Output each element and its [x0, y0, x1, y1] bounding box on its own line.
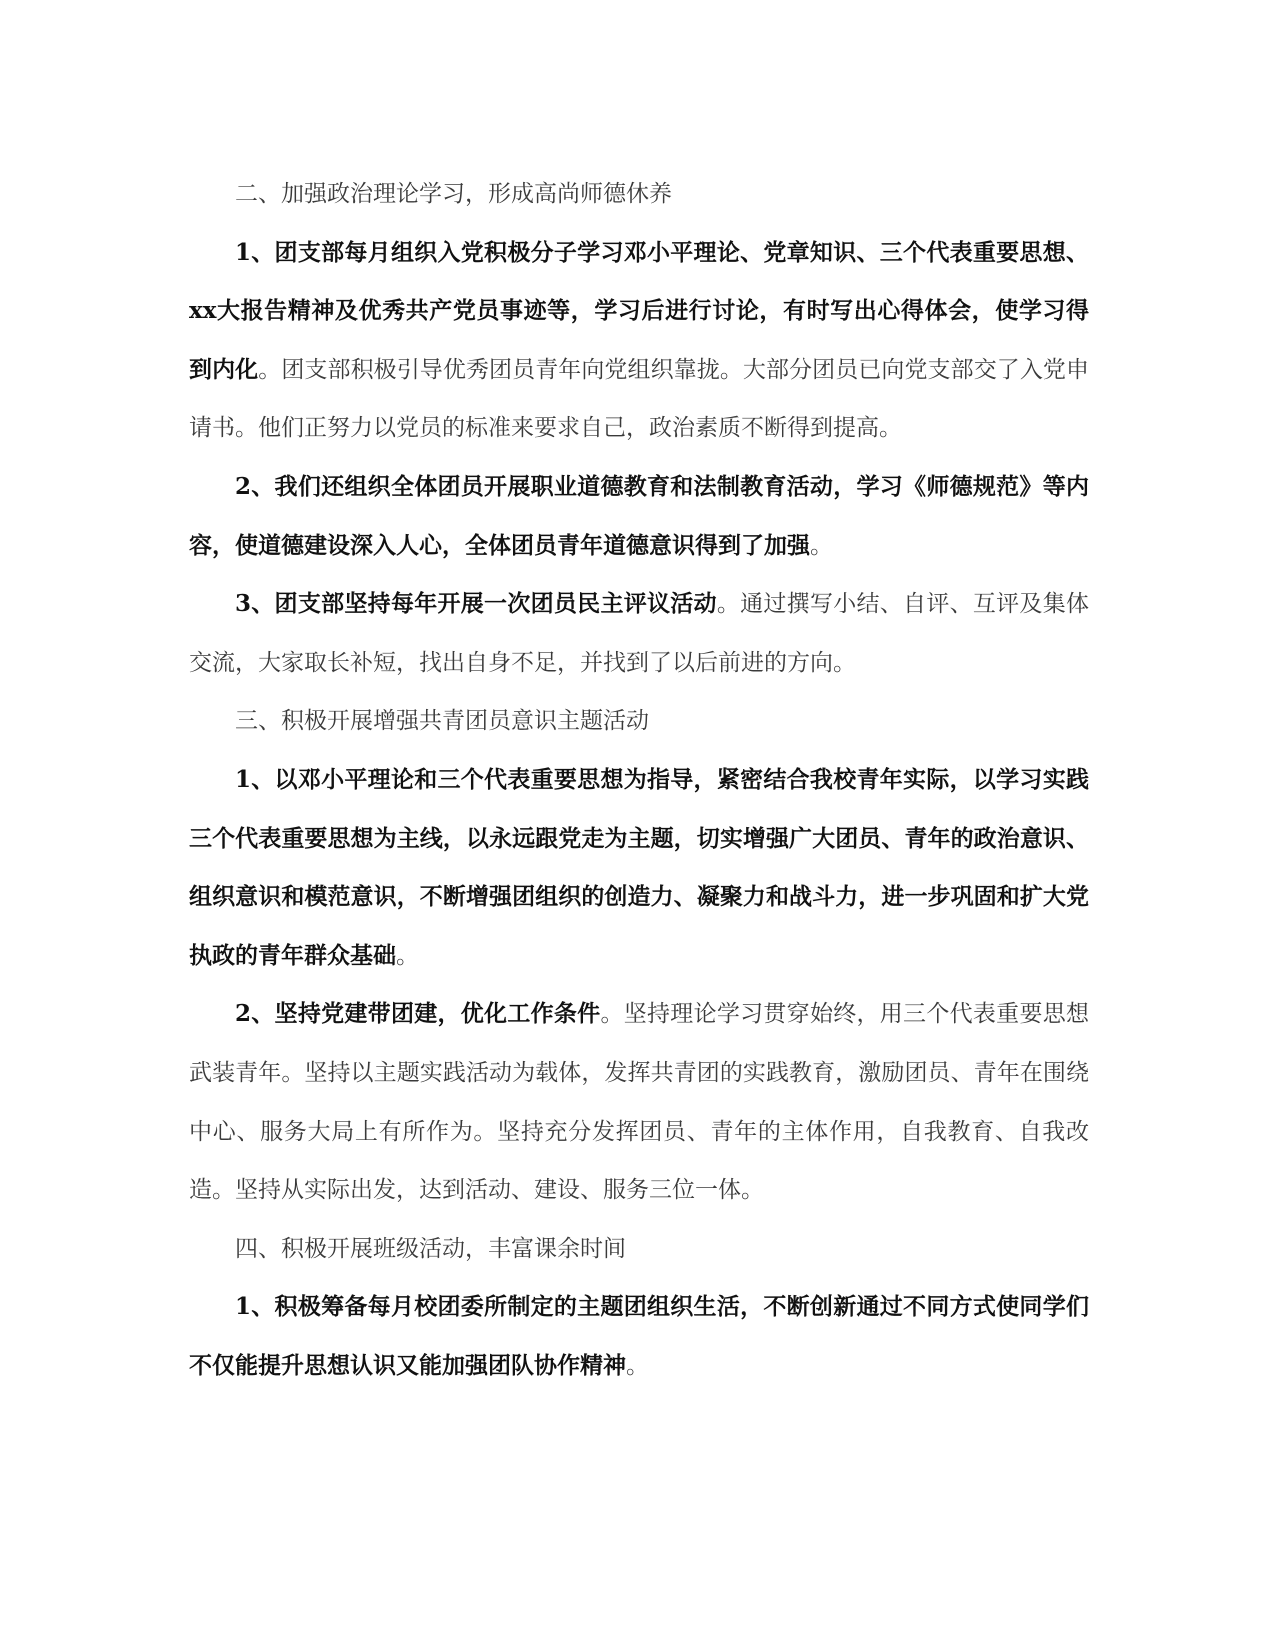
paragraph-2-1	[189, 224, 1089, 458]
paragraph-lead: 1、以邓小平理论和三个代表重要思想为指导，紧密结合我校青年实际，以学习实践三个代表重要思想为主线，以永远跟党走为主题，切实增强广大团员、青年的政治意识、组织意识和模范意识，不断增强团组织的创造力、凝聚力和战斗力，进一步巩固和扩大党执政的青年群众基础	[189, 765, 1089, 969]
paragraph-2-3	[189, 575, 1089, 692]
paragraph-lead: 2、坚持党建带团建，优化工作条件	[235, 1000, 601, 1028]
section-heading-4: 四、积极开展班级活动，丰富课余时间	[235, 1235, 626, 1262]
section-heading-3: 三、积极开展增强共青团员意识主题活动	[235, 708, 649, 735]
paragraph-rest: 。	[810, 532, 833, 559]
section-heading-2: 二、加强政治理论学习，形成高尚师德休养	[235, 181, 672, 207]
paragraph-rest: 。坚持理论学习贯穿始终，用三个代表重要思想武装青年。坚持以主题实践活动为载体，发挥共青团的实践教育，激励团员、青年在围绕中心、服务大局上有所作为。坚持充分发挥团员、青年的主体作用，自我教育、自我改造。坚持从实际出发，达到活动、建设、服务三位一体。	[189, 1001, 1089, 1204]
paragraph-3-2	[189, 985, 1089, 1219]
paragraph-rest: 。	[626, 1352, 649, 1379]
paragraph-2-2	[189, 458, 1089, 575]
document-body	[189, 165, 1089, 1395]
paragraph-4-1	[189, 1278, 1089, 1395]
paragraph-lead: 2、我们还组织全体团员开展职业道德教育和法制教育活动，学习《师德规范》等内容，使道德建设深入人心，全体团员青年道德意识得到了加强	[189, 472, 1089, 559]
paragraph-3-1	[189, 751, 1089, 985]
paragraph-lead: 1、团支部每月组织入党积极分子学习邓小平理论、党章知识、三个代表重要思想、xx大报告精神及优秀共产党员事迹等，学习后进行讨论，有时写出心得体会，使学习得到内化	[189, 238, 1089, 383]
paragraph-lead: 3、团支部坚持每年开展一次团员民主评议活动	[235, 590, 717, 618]
paragraph-rest: 。通过撰写小结、自评、互评及集体交流，大家取长补短，找出自身不足，并找到了以后前进的方向。	[189, 591, 1089, 676]
paragraph-lead: 1、积极筹备每月校团委所制定的主题团组织生活，不断创新通过不同方式使同学们不仅能提升思想认识又能加强团队协作精神	[189, 1293, 1089, 1379]
paragraph-rest: 。团支部积极引导优秀团员青年向党组织靠拢。大部分团员已向党支部交了入党申请书。他们正努力以党员的标准来要求自己，政治素质不断得到提高。	[189, 356, 1090, 442]
paragraph-rest: 。	[396, 942, 419, 969]
